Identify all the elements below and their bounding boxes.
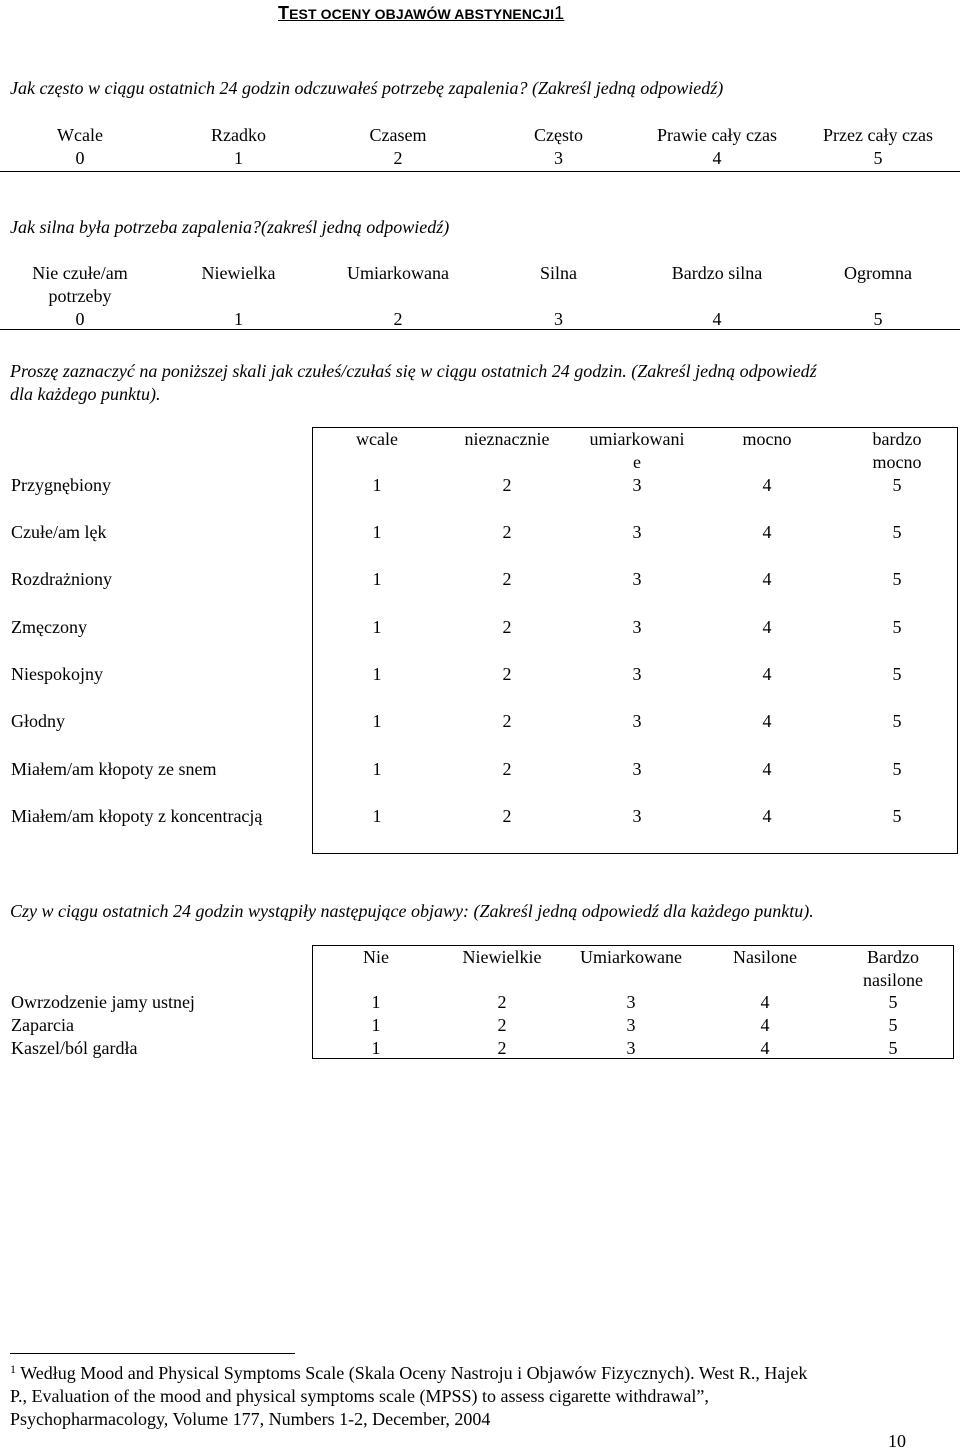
- rating-cell[interactable]: 4: [760, 1038, 770, 1058]
- rating-cell[interactable]: 3: [626, 1015, 636, 1035]
- q3-row-label: Miałem/am kłopoty ze snem: [11, 759, 217, 779]
- rating-cell[interactable]: 4: [762, 759, 772, 779]
- rating-cell[interactable]: 5: [888, 1038, 898, 1058]
- table-row: [312, 663, 960, 686]
- rating-cell[interactable]: 4: [762, 664, 772, 684]
- rating-cell[interactable]: 2: [502, 806, 512, 826]
- q4-row-label: Zaparcia: [11, 1015, 74, 1035]
- rating-cell[interactable]: 5: [888, 992, 898, 1012]
- rating-cell[interactable]: 1: [372, 664, 382, 684]
- q2-option-label: [0, 262, 160, 308]
- rating-cell[interactable]: 4: [762, 806, 772, 826]
- table-row: [312, 710, 960, 733]
- q3-row-label: Zmęczony: [11, 617, 87, 637]
- q1-option-label: Wcale: [57, 125, 103, 145]
- q2-rule: [0, 329, 960, 330]
- rating-cell[interactable]: 5: [892, 617, 902, 637]
- rating-cell[interactable]: 1: [372, 617, 382, 637]
- rating-cell[interactable]: 2: [502, 664, 512, 684]
- q4-row-label: Kaszel/ból gardła: [11, 1038, 138, 1058]
- table-row: [312, 758, 960, 781]
- q2-option-label-line2: potrzeby: [48, 286, 112, 306]
- q3-header: umiarkowani e: [589, 429, 685, 472]
- question-1: Jak często w ciągu ostatnich 24 godzin odczuwałeś potrzebę zapalenia? (Zakreśl jedną odpowiedź): [10, 78, 724, 98]
- q2-options: [0, 262, 960, 331]
- q1-rule: [0, 171, 960, 172]
- q4-header: Niewielkie: [462, 947, 542, 967]
- q4-header: Umiarkowane: [580, 947, 682, 967]
- rating-cell[interactable]: 3: [632, 664, 642, 684]
- q1-option-value[interactable]: 2: [393, 148, 403, 168]
- rating-cell[interactable]: 5: [892, 711, 902, 731]
- rating-cell[interactable]: 5: [892, 522, 902, 542]
- rating-cell[interactable]: 2: [502, 759, 512, 779]
- q1-option-value[interactable]: 3: [554, 148, 563, 168]
- q3-header: mocno: [742, 429, 792, 449]
- table-row: [312, 474, 960, 497]
- page-number: 10: [888, 1431, 906, 1451]
- table-row: [312, 521, 960, 544]
- q1-option-label: Często: [534, 125, 583, 145]
- question-2: Jak silna była potrzeba zapalenia?(zakreśl jedną odpowiedź): [10, 217, 450, 237]
- q2-option-label: Ogromna: [844, 263, 912, 283]
- q2-option-value[interactable]: 2: [393, 309, 403, 329]
- page-title-rest: EST OCENY OBJAWÓW ABSTYNENCJI: [289, 6, 555, 22]
- q3-row-label: Rozdrażniony: [11, 569, 112, 589]
- rating-cell[interactable]: 4: [762, 617, 772, 637]
- rating-cell[interactable]: 4: [760, 992, 770, 1012]
- footnote-separator: [10, 1353, 295, 1354]
- rating-cell[interactable]: 1: [371, 1015, 381, 1035]
- rating-cell[interactable]: 1: [372, 475, 382, 495]
- rating-cell[interactable]: 2: [502, 522, 512, 542]
- q1-option-value[interactable]: 5: [873, 148, 883, 168]
- table-row: [312, 805, 960, 828]
- rating-cell[interactable]: 1: [372, 711, 382, 731]
- rating-cell[interactable]: 1: [371, 1038, 381, 1058]
- rating-cell[interactable]: 1: [372, 522, 382, 542]
- q1-options: [0, 124, 960, 170]
- rating-cell[interactable]: 3: [626, 1038, 636, 1058]
- rating-cell[interactable]: 1: [372, 806, 382, 826]
- q2-option-label-line1: Nie czułe/am: [32, 263, 128, 283]
- q1-option-label: Rzadko: [211, 125, 266, 145]
- question-4: Czy w ciągu ostatnich 24 godzin wystąpiły następujące objawy: (Zakreśl jedną odpowiedź dla każdego punktu).: [10, 901, 814, 921]
- q1-option-value[interactable]: 0: [75, 148, 85, 168]
- question-3-line2: dla każdego punktu).: [10, 384, 161, 404]
- rating-cell[interactable]: 5: [892, 569, 902, 589]
- q4-header: Bardzo nasilone: [863, 947, 923, 990]
- rating-cell[interactable]: 5: [892, 759, 902, 779]
- table-row: [312, 616, 960, 639]
- table-row: [312, 991, 954, 1014]
- page-title: [278, 2, 564, 26]
- rating-cell[interactable]: 2: [497, 1015, 507, 1035]
- rating-cell[interactable]: 4: [762, 475, 772, 495]
- q2-option-value[interactable]: 5: [873, 309, 883, 329]
- title-footnote-ref: 1: [554, 3, 565, 23]
- q2-option-value[interactable]: 3: [554, 309, 563, 329]
- footnote-ref: 1: [10, 1362, 16, 1376]
- rating-cell[interactable]: 4: [762, 711, 772, 731]
- q1-option-value[interactable]: 4: [712, 148, 722, 168]
- rating-cell[interactable]: 2: [502, 617, 512, 637]
- page-title-first: T: [278, 3, 290, 23]
- q2-option-value[interactable]: 0: [75, 309, 85, 329]
- rating-cell[interactable]: 5: [892, 664, 902, 684]
- rating-cell[interactable]: 1: [371, 992, 381, 1012]
- q3-header: bardzo mocno: [872, 429, 922, 472]
- rating-cell[interactable]: 2: [502, 569, 512, 589]
- rating-cell[interactable]: 4: [762, 522, 772, 542]
- footnote-line-2: P., Evaluation of the mood and physical symptoms scale (MPSS) to assess cigarette withdrawal”,: [10, 1386, 709, 1406]
- rating-cell[interactable]: 5: [892, 475, 902, 495]
- table-row: [312, 568, 960, 591]
- rating-cell[interactable]: 4: [762, 569, 772, 589]
- q2-option-label: Silna: [539, 263, 577, 283]
- rating-cell[interactable]: 3: [632, 711, 642, 731]
- rating-cell[interactable]: 5: [892, 806, 902, 826]
- q1-option-value[interactable]: 1: [234, 148, 243, 168]
- question-3-line1: Proszę zaznaczyć na poniższej skali jak czułeś/czułaś się w ciągu ostatnich 24 godzin. (Zakreśl jedną odpowiedź: [10, 361, 817, 381]
- rating-cell[interactable]: 1: [372, 569, 382, 589]
- table-row: [312, 1037, 954, 1060]
- rating-cell[interactable]: 3: [632, 569, 642, 589]
- q3-row-label: Głodny: [11, 711, 65, 731]
- q1-option-label: Czasem: [369, 125, 427, 145]
- q4-header-row: [312, 946, 954, 992]
- rating-cell[interactable]: 3: [632, 617, 642, 637]
- rating-cell[interactable]: 3: [626, 992, 636, 1012]
- footnote-line-3: Psychopharmacology, Volume 177, Numbers 1-2, December, 2004: [10, 1409, 491, 1429]
- rating-cell[interactable]: 3: [632, 759, 642, 779]
- rating-cell[interactable]: 2: [502, 475, 512, 495]
- rating-cell[interactable]: 4: [760, 1015, 770, 1035]
- footnote: [10, 1362, 910, 1431]
- q2-option-value[interactable]: 1: [234, 309, 243, 329]
- q3-header-row: [312, 428, 960, 474]
- q3-row-label: Niespokojny: [11, 664, 103, 684]
- q3-row-label: Przygnębiony: [11, 475, 111, 495]
- q3-row-label: Miałem/am kłopoty z koncentracją: [11, 806, 263, 826]
- rating-cell[interactable]: 2: [497, 1038, 507, 1058]
- q3-header: nieznacznie: [464, 429, 550, 449]
- q3-table-bottom-border: [312, 853, 958, 854]
- rating-cell[interactable]: 3: [632, 475, 642, 495]
- rating-cell[interactable]: 3: [632, 522, 642, 542]
- q1-option-label: Prawie cały czas: [657, 125, 777, 145]
- rating-cell[interactable]: 1: [372, 759, 382, 779]
- q4-row-label: Owrzodzenie jamy ustnej: [11, 992, 195, 1012]
- q3-row-label: Czułe/am lęk: [11, 522, 107, 542]
- q2-option-value[interactable]: 4: [712, 309, 722, 329]
- rating-cell[interactable]: 2: [502, 711, 512, 731]
- q3-header: wcale: [356, 429, 398, 449]
- q4-header: Nie: [363, 947, 389, 967]
- q2-option-label: Bardzo silna: [671, 263, 763, 283]
- footnote-line-1: $^1$ Według Mood and Physical Symptoms Scale (Skala Oceny Nastroju i Objawów Fizycznych). West R., Hajek: [10, 1362, 808, 1383]
- q2-option-label: Niewielka: [201, 263, 276, 283]
- q1-option-label: Przez cały czas: [823, 125, 933, 145]
- rating-cell[interactable]: 3: [632, 806, 642, 826]
- table-row: [312, 1014, 954, 1037]
- q2-option-label: Umiarkowana: [347, 263, 449, 283]
- rating-cell[interactable]: 2: [497, 992, 507, 1012]
- rating-cell[interactable]: 5: [888, 1015, 898, 1035]
- q4-header: Nasilone: [733, 947, 797, 967]
